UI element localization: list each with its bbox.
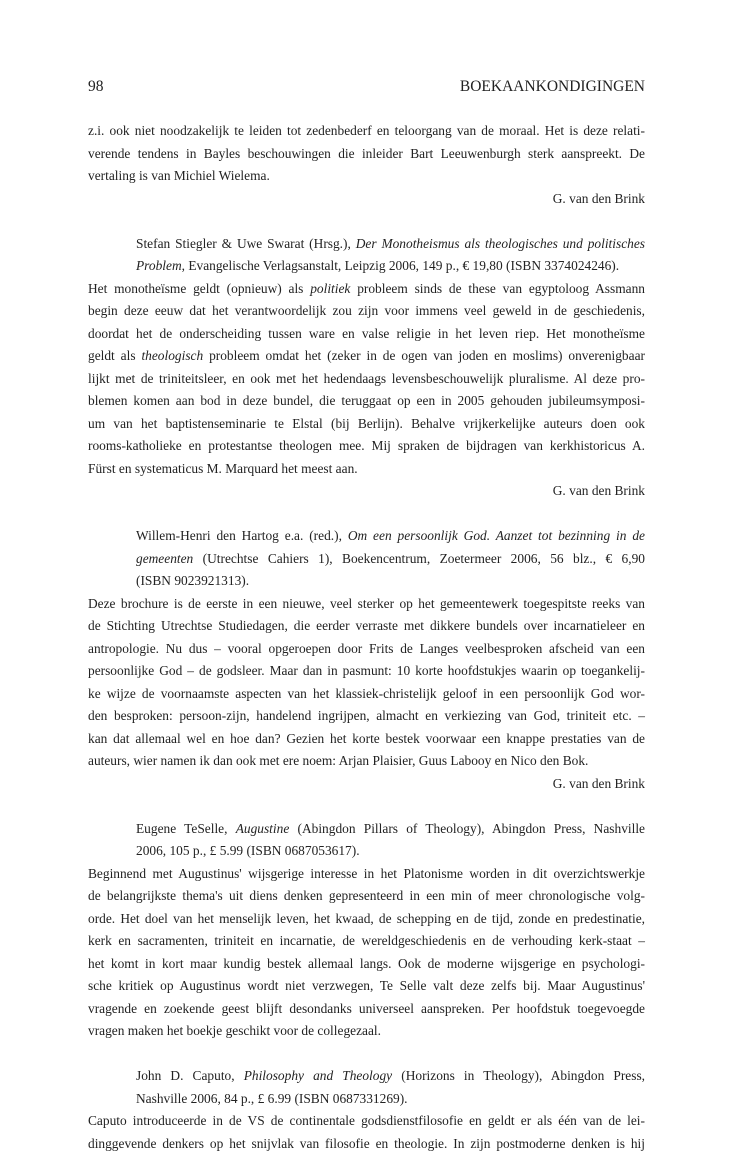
text-line: z.i. ook niet noodzakelijk te leiden tot zedenbederf en teloorgang van de moraal. Het is deze relati-	[88, 120, 645, 143]
citation-line: 2006, 105 p., £ 5.99 (ISBN 0687053617).	[136, 840, 645, 863]
publication-info: (Horizons in Theology), Abingdon Press,	[392, 1068, 645, 1083]
citation	[88, 233, 645, 278]
text-line: persoonlijke God – de godsleer. Maar dan in pasmunt: 10 korte hoofdstukjes waarin op toegankelij-	[88, 660, 645, 683]
text-line: antropologie. Nu dus – vooral opgeroepen door Frits de Langes veelbesproken afscheid van een	[88, 638, 645, 661]
running-header	[88, 76, 645, 98]
text-line: orde. Het doel van het menselijk leven, het kwaad, de schepping en de tijd, zonde en predestinatie,	[88, 908, 645, 931]
text-line: het komt in kort maar kundig bestek allemaal langs. Ook de moderne wijsgerige en psychologi-	[88, 953, 645, 976]
text-line: de Stichting Utrechtse Studiedagen, die eerder verraste met dikkere bundels over incarnatieleer en	[88, 615, 645, 638]
text-line	[88, 345, 645, 368]
citation-line	[136, 818, 645, 841]
text-line: lijkt met de triniteitsleer, en ook met het hedendaags levensbeschouwelijk pluralisme. Al deze pro-	[88, 368, 645, 391]
emphasis: theologisch	[141, 348, 203, 363]
reviewer-signature: G. van den Brink	[88, 188, 645, 211]
text-line: doordat het de onderscheiding tussen ware en valse religie in het leven riep. Het monotheïsme	[88, 323, 645, 346]
citation-line	[136, 1065, 645, 1088]
text-line: vertaling is van Michiel Wielema.	[88, 165, 645, 188]
citation-line	[136, 525, 645, 548]
book-title: Der Monotheismus als theologisches und politisches	[356, 236, 645, 251]
citation-author: Eugene TeSelle,	[136, 821, 236, 836]
publication-info: (Abingdon Pillars of Theology), Abingdon Press, Nashville	[289, 821, 645, 836]
text-line: rooms-katholieke en protestantse theologen mee. Mij spraken de bijdragen van kerkhistoricus A.	[88, 435, 645, 458]
text-span: geldt als	[88, 348, 141, 363]
text-line: dinggevende denkers op het snijvlak van filosofie en theologie. In zijn postmoderne denken is hij	[88, 1133, 645, 1155]
text-line: Beginnend met Augustinus' wijsgerige interesse in het Platonisme worden in dit overzichtswerkje	[88, 863, 645, 886]
citation-author: Willem-Henri den Hartog e.a. (red.),	[136, 528, 348, 543]
text-span: probleem omdat het (zeker in de ogen van joden en moslims) onverenigbaar	[203, 348, 645, 363]
text-line: ke wijze de voornaamste aspecten van het klassiek-christelijk geloof in een persoonlijk God wor-	[88, 683, 645, 706]
citation-author: John D. Caputo,	[136, 1068, 244, 1083]
publication-info: , Evangelische Verlagsanstalt, Leipzig 2006, 149 p., € 19,80 (ISBN 3374024246).	[182, 258, 619, 273]
text-line: den besproken: persoon-zijn, handelend ingrijpen, almacht en verkiezing van God, triniteit etc. –	[88, 705, 645, 728]
text-line: verende tendens in Bayles beschouwingen die inleider Bart Leeuwenburgh sterk aanspreekt. De	[88, 143, 645, 166]
text-line: kerk en sacramenten, triniteit en incarnatie, de wereldgeschiedenis en de verhouding kerk-staat –	[88, 930, 645, 953]
emphasis: politiek	[310, 281, 350, 296]
text-line: de belangrijkste thema's uit diens denken gepresenteerd in een min of meer chronologische volg-	[88, 885, 645, 908]
publication-info: (Utrechtse Cahiers 1), Boekencentrum, Zoetermeer 2006, 56 blz., € 6,90	[193, 551, 645, 566]
page-number: 98	[88, 76, 104, 98]
citation	[88, 818, 645, 863]
text-line: Caputo introduceerde in de VS de continentale godsdienstfilosofie en geldt er als één van de lei-	[88, 1110, 645, 1133]
body-text	[88, 120, 645, 1155]
text-line: um van het baptistenseminarie te Elstal (bij Berlijn). Behalve vrijkerkelijke auteurs doen ook	[88, 413, 645, 436]
text-line: vragende en zoekende geest blijft desondanks universeel aanspreken. Per hoofdstuk toegevoegde	[88, 998, 645, 1021]
book-title: Om een persoonlijk God. Aanzet tot bezinning in de	[348, 528, 645, 543]
reviewer-signature: G. van den Brink	[88, 480, 645, 503]
text-line: blemen komen aan bod in deze bundel, die teruggaat op een in 2005 gehouden jubileumsymposi-	[88, 390, 645, 413]
intro-review	[88, 120, 645, 210]
citation-line	[136, 255, 645, 278]
book-review-philosophy-theology	[88, 1065, 645, 1155]
text-line: sche kritiek op Augustinus wordt niet verzwegen, Te Selle valt deze zelfs bij. Maar Augustinus'	[88, 975, 645, 998]
text-line	[88, 278, 645, 301]
citation-line	[136, 233, 645, 256]
book-review-monotheismus	[88, 233, 645, 503]
section-title: BOEKAANKONDIGINGEN	[460, 76, 645, 98]
text-line: begin deze eeuw dat het verantwoordelijk zou zijn voor immens veel geweld in de geschiedenis,	[88, 300, 645, 323]
citation	[88, 525, 645, 593]
citation-line: (ISBN 9023921313).	[136, 570, 645, 593]
citation	[88, 1065, 645, 1110]
text-span: probleem sinds de these van egyptoloog Assmann	[350, 281, 645, 296]
text-span: Het monotheïsme geldt (opnieuw) als	[88, 281, 310, 296]
reviewer-signature: G. van den Brink	[88, 773, 645, 796]
text-line: kan dat allemaal wel en hoe dan? Gezien het korte bestek voorwaar een knappe prestaties van de	[88, 728, 645, 751]
book-review-augustine	[88, 818, 645, 1043]
citation-line	[136, 548, 645, 571]
text-line: auteurs, wier namen ik dan ook met ere noem: Arjan Plaisier, Guus Labooy en Nico den Bok.	[88, 750, 645, 773]
text-line: vragen maken het boekje geschikt voor de collegezaal.	[88, 1020, 645, 1043]
text-line: Fürst en systematicus M. Marquard het meest aan.	[88, 458, 645, 481]
citation-line: Nashville 2006, 84 p., £ 6.99 (ISBN 0687331269).	[136, 1088, 645, 1111]
book-title: Augustine	[236, 821, 290, 836]
book-review-persoonlijk-god	[88, 525, 645, 795]
book-title-cont: Problem	[136, 258, 182, 273]
text-line: Deze brochure is de eerste in een nieuwe, veel sterker op het gemeentewerk toegespitste reeks van	[88, 593, 645, 616]
book-title: Philosophy and Theology	[244, 1068, 392, 1083]
citation-author: Stefan Stiegler & Uwe Swarat (Hrsg.),	[136, 236, 356, 251]
book-title-cont: gemeenten	[136, 551, 193, 566]
